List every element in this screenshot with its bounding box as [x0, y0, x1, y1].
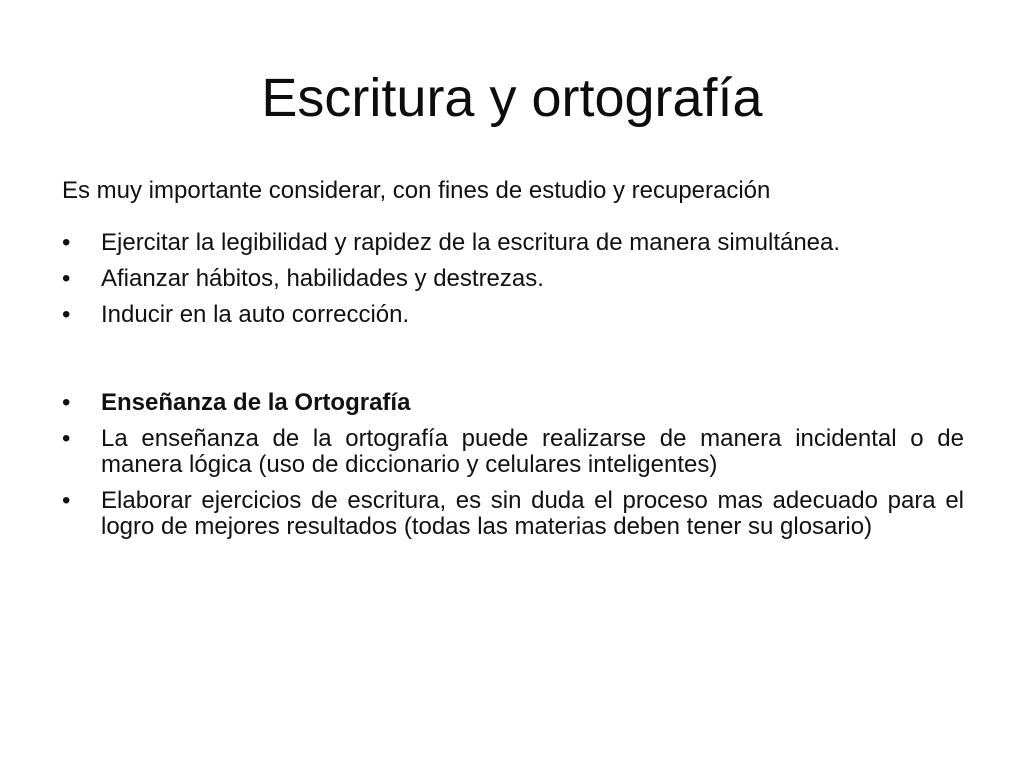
- bullet-list-orthography: [62, 390, 964, 540]
- bullet-icon: •: [62, 487, 71, 514]
- bullet-text: Inducir en la auto corrección.: [101, 301, 410, 328]
- bullet-icon: •: [62, 265, 71, 292]
- bullet-icon: •: [62, 425, 71, 452]
- bullet-text: La enseñanza de la ortografía puede realizarse de manera incidental o de manera lógica (uso de diccionario y celulares inteligentes): [101, 425, 964, 478]
- bullet-icon: •: [62, 389, 71, 416]
- bullet-text: Elaborar ejercicios de escritura, es sin duda el proceso mas adecuado para el logro de mejores resultados (todas las materias deben tener su glosario): [101, 487, 964, 540]
- bullet-item: [62, 488, 964, 540]
- section-spacer: [62, 338, 964, 390]
- slide-body: [62, 178, 964, 550]
- bullet-icon: •: [62, 301, 71, 328]
- bullet-item: [62, 230, 964, 256]
- intro-text: Es muy importante considerar, con fines de estudio y recuperación: [62, 177, 771, 204]
- bullet-item: [62, 266, 964, 292]
- section-heading: Enseñanza de la Ortografía: [101, 389, 411, 416]
- bullet-text: Ejercitar la legibilidad y rapidez de la escritura de manera simultánea.: [101, 229, 841, 256]
- bullet-item-heading: [62, 390, 964, 416]
- bullet-item: [62, 426, 964, 478]
- bullet-text: Afianzar hábitos, habilidades y destrezas.: [101, 265, 544, 292]
- bullet-item: [62, 302, 964, 328]
- bullet-list-practice: [62, 230, 964, 328]
- slide-title: Escritura y ortografía: [261, 68, 763, 128]
- bullet-icon: •: [62, 229, 71, 256]
